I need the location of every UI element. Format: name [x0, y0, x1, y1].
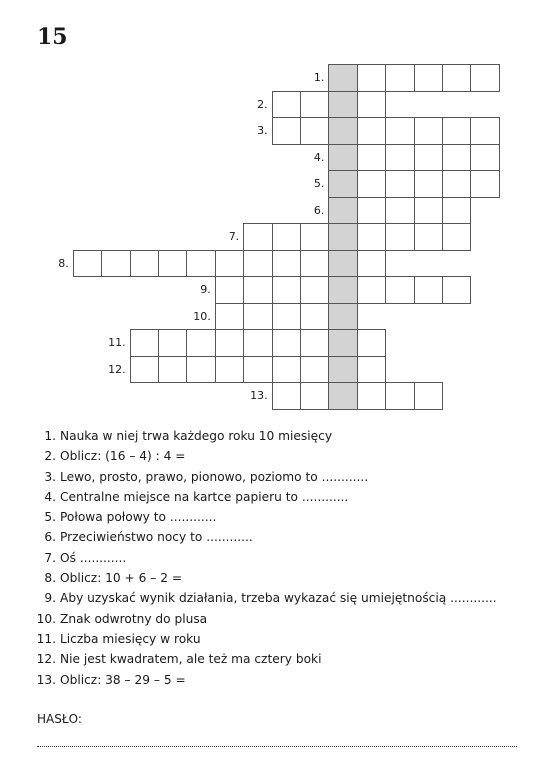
answer-cell[interactable] — [158, 329, 187, 357]
clue-number: 3. — [44, 469, 56, 484]
answer-cell[interactable] — [272, 356, 301, 384]
answer-cell[interactable] — [357, 276, 386, 304]
answer-cell[interactable] — [385, 64, 414, 92]
row-number: 8. — [58, 256, 69, 270]
clue-text: Oblicz: 38 – 29 – 5 = — [60, 672, 186, 687]
password-answer-line[interactable] — [37, 740, 517, 747]
answer-cell[interactable] — [158, 356, 187, 384]
answer-cell[interactable] — [470, 64, 499, 92]
row-number: 9. — [200, 283, 211, 296]
password-cell[interactable] — [328, 329, 357, 357]
row-number: 10. — [193, 309, 211, 323]
answer-cell[interactable] — [272, 117, 301, 145]
row-number: 7. — [228, 230, 240, 243]
clue-list — [30, 426, 497, 690]
password-cell[interactable] — [328, 356, 357, 384]
password-cell[interactable] — [328, 276, 357, 304]
answer-cell[interactable] — [272, 382, 301, 410]
clue-text: Połowa połowy to ............ — [60, 510, 217, 525]
clue-text: Przeciwieństwo nocy to ............ — [60, 530, 253, 545]
clue-text: Centralne miejsce na kartce papieru to ............ — [60, 489, 349, 504]
answer-cell[interactable] — [300, 117, 329, 145]
password-cell[interactable] — [328, 250, 357, 278]
answer-cell[interactable] — [130, 250, 159, 278]
password-cell[interactable] — [328, 170, 357, 198]
answer-cell[interactable] — [357, 382, 386, 410]
clue-number: 7. — [44, 550, 56, 565]
password-cell[interactable] — [328, 223, 357, 251]
answer-cell[interactable] — [414, 276, 443, 304]
answer-cell[interactable] — [442, 64, 471, 92]
answer-cell[interactable] — [158, 250, 187, 278]
row-number: 4. — [313, 150, 325, 164]
answer-cell[interactable] — [442, 197, 471, 225]
answer-cell[interactable] — [215, 356, 244, 384]
answer-cell[interactable] — [385, 276, 414, 304]
clue-number: 2. — [44, 449, 56, 464]
answer-cell[interactable] — [300, 276, 329, 304]
clue-item — [30, 568, 497, 588]
answer-cell[interactable] — [414, 117, 443, 145]
answer-cell[interactable] — [300, 223, 329, 251]
answer-cell[interactable] — [186, 250, 215, 278]
answer-cell[interactable] — [442, 117, 471, 145]
password-cell[interactable] — [328, 303, 357, 331]
clue-text: Aby uzyskać wynik działania, trzeba wykazać się umiejętnością ............ — [60, 591, 497, 606]
password-cell[interactable] — [328, 382, 357, 410]
answer-cell[interactable] — [300, 329, 329, 357]
answer-cell[interactable] — [442, 223, 471, 251]
answer-cell[interactable] — [300, 250, 329, 278]
clue-item — [30, 588, 497, 608]
answer-cell[interactable] — [385, 144, 414, 172]
answer-cell[interactable] — [357, 329, 386, 357]
answer-cell[interactable] — [215, 276, 244, 304]
clue-item — [30, 487, 497, 507]
answer-cell[interactable] — [215, 250, 244, 278]
answer-cell[interactable] — [414, 223, 443, 251]
clue-item — [30, 426, 497, 446]
answer-cell[interactable] — [243, 303, 272, 331]
clue-text: Oblicz: 10 + 6 – 2 = — [60, 571, 183, 586]
clue-text: Oblicz: (16 – 4) : 4 = — [60, 449, 186, 464]
row-number: 12. — [108, 362, 126, 376]
answer-cell[interactable] — [300, 303, 329, 331]
clue-item — [30, 670, 497, 690]
answer-cell[interactable] — [357, 197, 386, 225]
answer-cell[interactable] — [385, 382, 414, 410]
password-cell[interactable] — [328, 117, 357, 145]
clue-item — [30, 629, 497, 649]
clue-number: 6. — [44, 530, 56, 545]
answer-cell[interactable] — [357, 170, 386, 198]
answer-cell[interactable] — [215, 303, 244, 331]
clue-number: 12. — [36, 652, 56, 667]
answer-cell[interactable] — [442, 276, 471, 304]
clue-text: Lewo, prosto, prawo, pionowo, poziomo to ............ — [60, 469, 369, 484]
clue-item — [30, 507, 497, 527]
clue-item — [30, 446, 497, 466]
answer-cell[interactable] — [186, 356, 215, 384]
answer-cell[interactable] — [243, 276, 272, 304]
answer-cell[interactable] — [243, 356, 272, 384]
password-cell[interactable] — [328, 91, 357, 119]
row-number: 13. — [250, 389, 268, 402]
answer-cell[interactable] — [385, 197, 414, 225]
answer-cell[interactable] — [243, 223, 272, 251]
answer-cell[interactable] — [414, 382, 443, 410]
clue-item — [30, 649, 497, 669]
answer-cell[interactable] — [357, 356, 386, 384]
clue-number: 13. — [36, 672, 56, 687]
clue-item — [30, 527, 497, 547]
answer-cell[interactable] — [414, 64, 443, 92]
password-label: HASŁO: — [37, 712, 82, 726]
clue-number: 8. — [44, 571, 56, 586]
clue-number: 9. — [44, 591, 56, 606]
clue-number: 10. — [36, 611, 56, 626]
answer-cell[interactable] — [357, 117, 386, 145]
clue-item — [30, 609, 497, 629]
clue-number: 4. — [44, 489, 56, 504]
answer-cell[interactable] — [414, 144, 443, 172]
answer-cell[interactable] — [470, 117, 499, 145]
answer-cell[interactable] — [272, 303, 301, 331]
row-number: 3. — [257, 124, 268, 137]
answer-cell[interactable] — [101, 250, 130, 278]
answer-cell[interactable] — [357, 250, 386, 278]
page-number: 15 — [37, 24, 68, 50]
clue-item — [30, 467, 497, 487]
answer-cell[interactable] — [442, 144, 471, 172]
answer-cell[interactable] — [186, 329, 215, 357]
answer-cell[interactable] — [300, 382, 329, 410]
clue-number: 11. — [36, 631, 56, 646]
clue-text: Oś ............ — [60, 550, 127, 565]
answer-cell[interactable] — [130, 356, 159, 384]
answer-cell[interactable] — [357, 144, 386, 172]
clue-text: Nauka w niej trwa każdego roku 10 miesięcy — [60, 429, 333, 443]
answer-cell[interactable] — [357, 91, 386, 119]
answer-cell[interactable] — [470, 170, 499, 198]
answer-cell[interactable] — [357, 64, 386, 92]
answer-cell[interactable] — [470, 144, 499, 172]
answer-cell[interactable] — [300, 356, 329, 384]
answer-cell[interactable] — [243, 250, 272, 278]
answer-cell[interactable] — [385, 170, 414, 198]
answer-cell[interactable] — [300, 91, 329, 119]
answer-cell[interactable] — [272, 91, 301, 119]
answer-cell[interactable] — [73, 250, 102, 278]
answer-cell[interactable] — [272, 276, 301, 304]
row-number: 6. — [313, 203, 325, 217]
row-number: 1. — [313, 71, 325, 84]
clue-number: 1. — [44, 429, 56, 443]
row-number: 11. — [108, 336, 126, 349]
answer-cell[interactable] — [215, 329, 244, 357]
clue-number: 5. — [44, 510, 56, 525]
password-cell[interactable] — [328, 64, 357, 92]
clue-text: Nie jest kwadratem, ale też ma cztery boki — [60, 652, 322, 667]
answer-cell[interactable] — [442, 170, 471, 198]
row-number: 2. — [257, 97, 268, 111]
clue-item — [30, 548, 497, 568]
answer-cell[interactable] — [272, 250, 301, 278]
answer-cell[interactable] — [385, 117, 414, 145]
row-number: 5. — [313, 177, 325, 190]
answer-cell[interactable] — [272, 329, 301, 357]
password-cell[interactable] — [328, 144, 357, 172]
answer-cell[interactable] — [414, 197, 443, 225]
clue-text: Znak odwrotny do plusa — [60, 611, 208, 626]
answer-cell[interactable] — [130, 329, 159, 357]
answer-cell[interactable] — [243, 329, 272, 357]
answer-cell[interactable] — [272, 223, 301, 251]
answer-cell[interactable] — [414, 170, 443, 198]
answer-cell[interactable] — [357, 223, 386, 251]
clue-text: Liczba miesięcy w roku — [60, 631, 201, 646]
password-cell[interactable] — [328, 197, 357, 225]
answer-cell[interactable] — [385, 223, 414, 251]
